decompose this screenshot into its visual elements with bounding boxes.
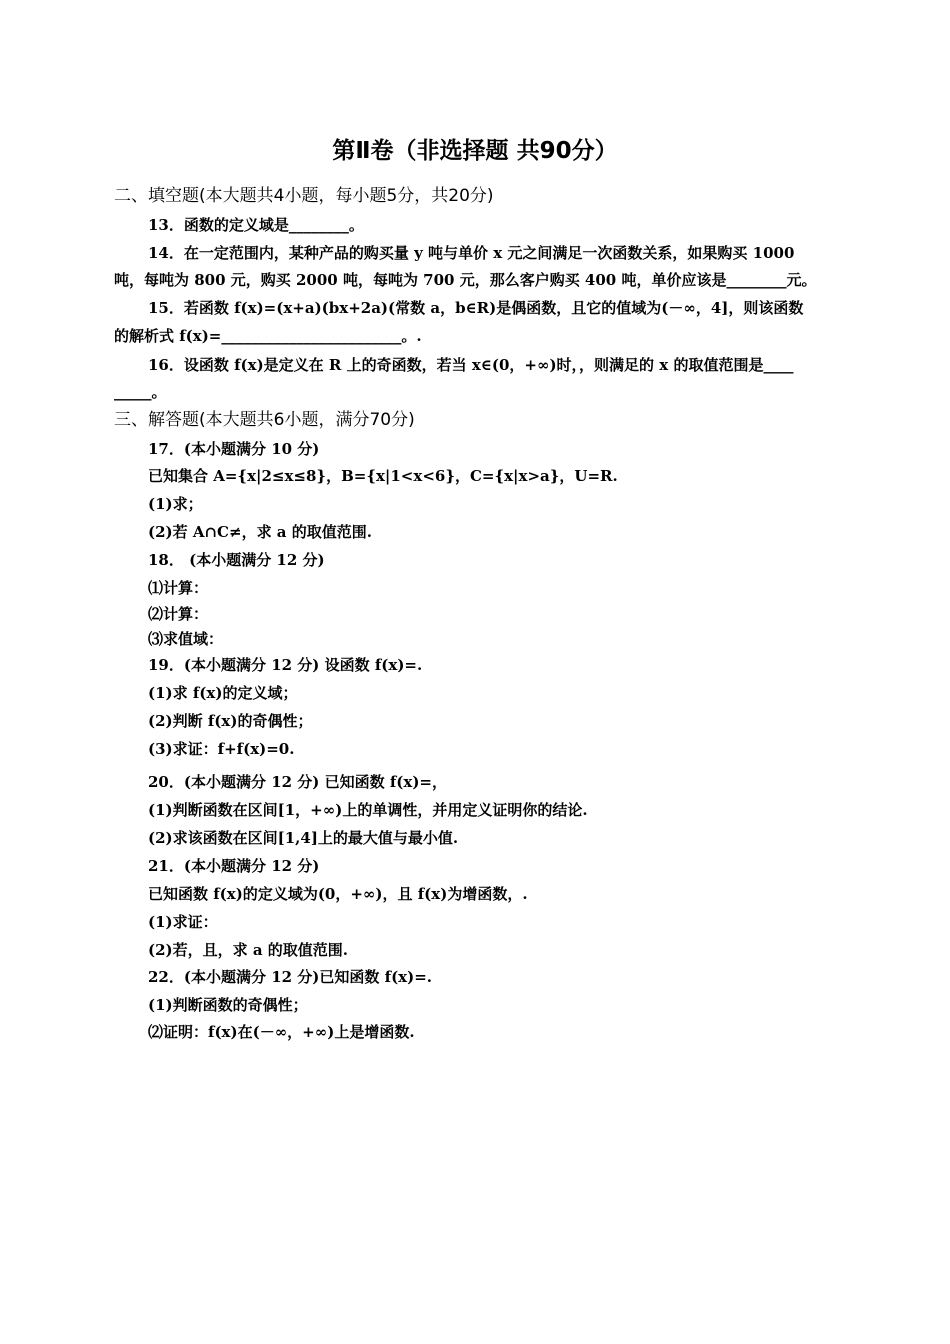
question-21-part-2: (2)若，且，求 a 的取值范围. <box>148 941 349 959</box>
question-17-header: 17．(本小题满分 10 分) <box>148 440 320 458</box>
question-22-header: 22．(本小题满分 12 分)已知函数 f(x)=. <box>148 968 432 986</box>
question-17-part-1: (1)求； <box>148 495 203 513</box>
question-18-part-2: ⑵计算： <box>148 605 209 623</box>
question-14-line-1: 14．在一定范围内，某种产品的购买量 y 吨与单价 x 元之间满足一次函数关系，如果购买 1000 <box>148 244 795 262</box>
question-15-line-2: 的解析式 f(x)=________________________。. <box>114 327 422 345</box>
question-18-part-3: ⑶求值域： <box>148 630 224 648</box>
question-19-part-2: (2)判断 f(x)的奇偶性； <box>148 712 313 730</box>
page-title: 第Ⅱ卷（非选择题 共90分） <box>332 138 618 164</box>
question-18-part-1: ⑴计算： <box>148 579 209 597</box>
question-13: 13．函数的定义域是________。 <box>148 216 364 234</box>
question-17-part-2: (2)若 A∩C≠，求 a 的取值范围. <box>148 523 372 541</box>
question-19-part-1: (1)求 f(x)的定义域； <box>148 684 298 702</box>
question-19-part-3: (3)求证：f+f(x)=0. <box>148 740 295 758</box>
question-20-part-2: (2)求该函数在区间[1,4]上的最大值与最小值. <box>148 829 459 847</box>
question-19-header: 19．(本小题满分 12 分) 设函数 f(x)=. <box>148 656 423 674</box>
question-20-header: 20．(本小题满分 12 分) 已知函数 f(x)=， <box>148 773 447 791</box>
question-16-line-2: _____。 <box>114 383 167 401</box>
question-17-stem: 已知集合 A={x|2≤x≤8}，B={x|1<x<6}，C={x|x>a}，U=R. <box>148 467 618 485</box>
question-18-header: 18． (本小题满分 12 分) <box>148 551 325 569</box>
question-15-line-1: 15．若函数 f(x)=(x+a)(bx+2a)(常数 a，b∈R)是偶函数，且它的值域为(－∞，4]，则该函数 <box>148 299 804 317</box>
question-21-header: 21．(本小题满分 12 分) <box>148 857 320 875</box>
question-16-line-1: 16．设函数 f(x)是定义在 R 上的奇函数，若当 x∈(0，+∞)时，，则满足的 x 的取值范围是____ <box>148 356 794 374</box>
section-fill-in-heading: 二、填空题(本大题共4小题，每小题5分，共20分) <box>114 186 494 206</box>
question-22-part-2: ⑵证明：f(x)在(－∞，+∞)上是增函数. <box>148 1023 415 1041</box>
question-21-stem: 已知函数 f(x)的定义域为(0，+∞)，且 f(x)为增函数，. <box>148 885 528 903</box>
question-14-line-2: 吨，每吨为 800 元，购买 2000 吨，每吨为 700 元，那么客户购买 400 吨，单价应该是________元。 <box>114 271 817 289</box>
question-20-part-1: (1)判断函数在区间[1，+∞)上的单调性，并用定义证明你的结论. <box>148 801 588 819</box>
question-21-part-1: (1)求证： <box>148 913 218 931</box>
question-22-part-1: (1)判断函数的奇偶性； <box>148 996 308 1014</box>
section-answer-heading: 三、解答题(本大题共6小题，满分70分) <box>114 410 415 430</box>
